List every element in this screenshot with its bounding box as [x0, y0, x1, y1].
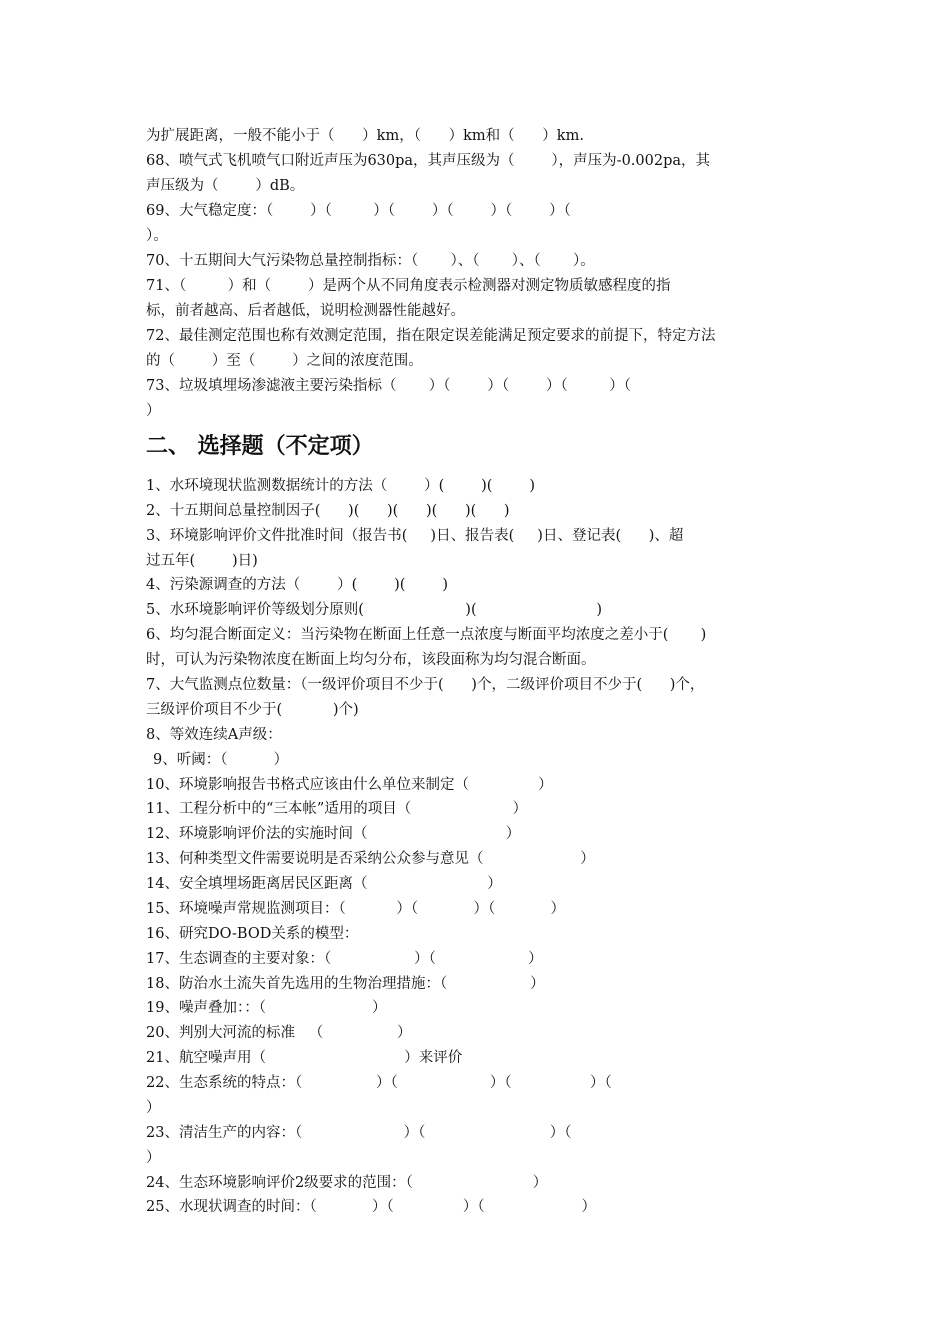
question-1: 1、水环境现状监测数据统计的方法（ ）( )( )	[146, 478, 535, 494]
question-11: 11、工程分析中的“三本帐”适用的项目（ ）	[146, 801, 528, 817]
section-heading: 二、 选择题（不定项）	[146, 434, 374, 459]
question-5: 5、水环境影响评价等级划分原则( )( )	[146, 602, 603, 618]
question-6-line-1: 6、均匀混合断面定义：当污染物在断面上任意一点浓度与断面平均浓度之差小于( )	[146, 627, 707, 643]
question-22-line-2: ）	[146, 1100, 161, 1116]
question-23-line-2: ）	[146, 1150, 161, 1166]
question-23-line-1: 23、清洁生产的内容：（ ）（ ）（	[146, 1125, 572, 1141]
question-7-line-2: 三级评价项目不少于( )个)	[146, 702, 359, 718]
question-14: 14、安全填埋场距离居民区距离（ ）	[146, 876, 502, 892]
question-25: 25、水现状调查的时间：（ ）（ ）（ ）	[146, 1199, 596, 1215]
question-21: 21、航空噪声用（ ）来评价	[146, 1050, 463, 1066]
question-10: 10、环境影响报告书格式应该由什么单位来制定（ ）	[146, 777, 553, 793]
question-71-line-1: 71、（ ）和（ ）是两个从不同角度表示检测器对测定物质敏感程度的指	[146, 278, 671, 294]
question-69-line-2: ）。	[146, 228, 168, 244]
question-6-line-2: 时，可认为污染物浓度在断面上均匀分布，该段面称为均匀混合断面。	[146, 652, 596, 668]
question-68-line-2: 声压级为（ ）dB。	[146, 178, 305, 194]
question-18: 18、防治水土流失首先选用的生物治理措施：（ ）	[146, 976, 545, 992]
question-24: 24、生态环境影响评价2级要求的范围：（ ）	[146, 1175, 548, 1191]
question-3-line-2: 过五年( )日)	[146, 553, 258, 569]
question-70: 70、十五期间大气污染物总量控制指标：（ ）、（ ）、（ ）。	[146, 253, 595, 269]
question-68-line-1: 68、喷气式飞机喷气口附近声压为630pa，其声压级为（ ），声压为-0.002pa，其	[146, 153, 711, 169]
question-12: 12、环境影响评价法的实施时间（ ）	[146, 826, 521, 842]
question-3-line-1: 3、环境影响评价文件批准时间（报告书( )日、报告表( )日、登记表( )、超	[146, 528, 684, 544]
question-9: 9、听阈：（ ）	[153, 752, 289, 768]
question-73-line-2: ）	[146, 403, 161, 419]
question-4: 4、污染源调查的方法（ ）( )( )	[146, 577, 448, 593]
question-71-line-2: 标，前者越高、后者越低，说明检测器性能越好。	[146, 303, 465, 319]
question-7-line-1: 7、大气监测点位数量：（一级评价项目不少于( )个，二级评价项目不少于( )个，	[146, 677, 705, 693]
question-16: 16、研究DO-BOD关系的模型：	[146, 926, 359, 942]
question-72-line-2: 的（ ）至（ ）之间的浓度范围。	[146, 353, 423, 369]
question-22-line-1: 22、生态系统的特点：（ ）（ ）（ ）（	[146, 1075, 612, 1091]
question-72-line-1: 72、最佳测定范围也称有效测定范围，指在限定误差能满足预定要求的前提下，特定方法	[146, 328, 716, 344]
question-17: 17、生态调查的主要对象：（ ）（ ）	[146, 951, 543, 967]
question-2: 2、十五期间总量控制因子( )( )( )( )( )	[146, 503, 510, 519]
question-8: 8、等效连续A声级：	[146, 727, 282, 743]
question-20: 20、判别大河流的标准 （ ）	[146, 1025, 412, 1041]
question-15: 15、环境噪声常规监测项目：（ ）（ ）（ ）	[146, 901, 566, 917]
question-69-line-1: 69、大气稳定度：（ ）（ ）（ ）（ ）（ ）（	[146, 203, 571, 219]
question-73-line-1: 73、垃圾填埋场渗滤液主要污染指标（ ）（ ）（ ）（ ）（	[146, 378, 631, 394]
text-line: 为扩展距离，一般不能小于（ ）km，（ ）km和（ ）km.	[146, 128, 584, 144]
question-13: 13、何种类型文件需要说明是否采纳公众参与意见（ ）	[146, 851, 595, 867]
question-19: 19、噪声叠加：：（ ）	[146, 1000, 387, 1016]
